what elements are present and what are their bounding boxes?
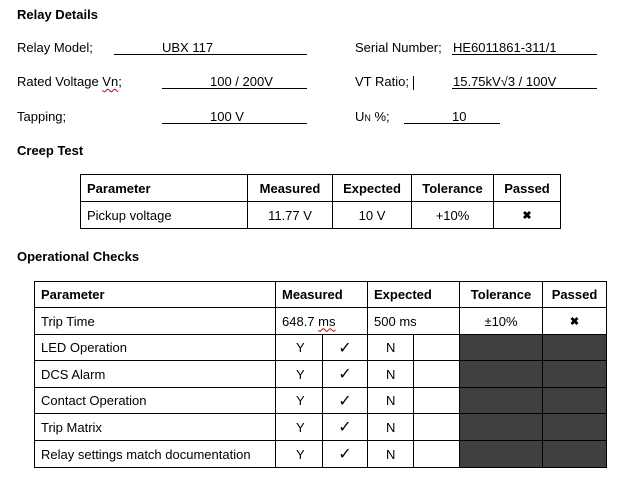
row-blank-cell bbox=[414, 388, 460, 414]
ops-header-tolerance: Tolerance bbox=[460, 282, 543, 308]
tapping-label: Tapping; bbox=[17, 109, 67, 124]
creep-measured-cell[interactable]: 11.77 V bbox=[248, 202, 333, 229]
rated-voltage-label bbox=[17, 74, 122, 89]
checkmark-icon[interactable]: ✓ bbox=[323, 335, 368, 361]
row-parameter: DCS Alarm bbox=[35, 361, 276, 388]
row-passed-shaded bbox=[543, 388, 607, 414]
row-tolerance-shaded bbox=[460, 414, 543, 441]
operational-checks-heading: Operational Checks bbox=[17, 249, 140, 264]
row-blank-cell bbox=[414, 361, 460, 388]
creep-header-parameter: Parameter bbox=[81, 175, 248, 202]
row-parameter: LED Operation bbox=[35, 335, 276, 361]
row-blank-cell bbox=[414, 414, 460, 441]
un-value[interactable]: 10 bbox=[452, 109, 467, 124]
relay-model-label: Relay Model; bbox=[17, 40, 93, 55]
trip-time-expected: 500 ms bbox=[368, 308, 460, 335]
trip-time-measured[interactable] bbox=[276, 308, 368, 335]
row-parameter: Contact Operation bbox=[35, 388, 276, 414]
creep-header-tolerance: Tolerance bbox=[412, 175, 494, 202]
table-row bbox=[35, 414, 607, 441]
rated-voltage-label-suffix: ; bbox=[118, 74, 122, 89]
row-parameter: Relay settings match documentation bbox=[35, 441, 276, 468]
row-measured[interactable]: Y bbox=[276, 441, 323, 468]
table-row bbox=[35, 335, 607, 361]
ops-header-expected: Expected bbox=[368, 282, 460, 308]
row-parameter: Trip Matrix bbox=[35, 414, 276, 441]
creep-header-measured: Measured bbox=[248, 175, 333, 202]
row-expected[interactable]: N bbox=[368, 388, 414, 414]
creep-header-expected: Expected bbox=[333, 175, 412, 202]
trip-time-passed-cross-icon[interactable]: ✖ bbox=[543, 308, 607, 335]
serial-number-label: Serial Number; bbox=[355, 40, 442, 55]
creep-test-table bbox=[80, 174, 561, 229]
row-expected[interactable]: N bbox=[368, 361, 414, 388]
row-passed-shaded bbox=[543, 361, 607, 388]
creep-header-passed: Passed bbox=[494, 175, 561, 202]
row-tolerance-shaded bbox=[460, 388, 543, 414]
serial-number-value[interactable]: HE6011861-311/1 bbox=[453, 40, 557, 55]
row-passed-shaded bbox=[543, 335, 607, 361]
row-tolerance-shaded bbox=[460, 441, 543, 468]
operational-checks-table bbox=[34, 281, 607, 468]
un-label-suffix: %; bbox=[370, 109, 390, 124]
ops-header-parameter: Parameter bbox=[35, 282, 276, 308]
ops-header-measured: Measured bbox=[276, 282, 368, 308]
trip-time-measured-value: 648.7 bbox=[282, 313, 319, 329]
vt-ratio-value[interactable]: 15.75kV√3 / 100V bbox=[453, 74, 557, 89]
creep-parameter-cell: Pickup voltage bbox=[81, 202, 248, 229]
row-expected[interactable]: N bbox=[368, 441, 414, 468]
row-expected[interactable]: N bbox=[368, 414, 414, 441]
creep-passed-cross-icon[interactable]: ✖ bbox=[494, 202, 561, 229]
row-measured[interactable]: Y bbox=[276, 388, 323, 414]
text-cursor bbox=[413, 76, 414, 90]
relay-details-heading: Relay Details bbox=[17, 7, 98, 22]
row-tolerance-shaded bbox=[460, 361, 543, 388]
checkmark-icon[interactable]: ✓ bbox=[323, 414, 368, 441]
creep-expected-cell: 10 V bbox=[333, 202, 412, 229]
trip-time-parameter: Trip Time bbox=[35, 308, 276, 335]
un-label bbox=[355, 109, 390, 124]
creep-tolerance-cell: +10% bbox=[412, 202, 494, 229]
checkmark-icon[interactable]: ✓ bbox=[323, 388, 368, 414]
relay-model-value[interactable]: UBX 117 bbox=[162, 40, 214, 55]
row-measured[interactable]: Y bbox=[276, 414, 323, 441]
row-tolerance-shaded bbox=[460, 335, 543, 361]
checkmark-icon[interactable]: ✓ bbox=[323, 361, 368, 388]
table-row bbox=[35, 441, 607, 468]
row-blank-cell bbox=[414, 335, 460, 361]
un-label-u: U bbox=[355, 109, 365, 124]
row-blank-cell bbox=[414, 441, 460, 468]
trip-time-tolerance: ±10% bbox=[460, 308, 543, 335]
tapping-value[interactable]: 100 V bbox=[210, 109, 244, 124]
table-row bbox=[35, 388, 607, 414]
vt-ratio-label-text: VT Ratio; bbox=[355, 74, 409, 89]
row-passed-shaded bbox=[543, 441, 607, 468]
un-label-n: N bbox=[364, 113, 371, 123]
trip-time-measured-unit: ms bbox=[318, 313, 336, 329]
checkmark-icon[interactable]: ✓ bbox=[323, 441, 368, 468]
row-expected[interactable]: N bbox=[368, 335, 414, 361]
rated-voltage-value[interactable]: 100 / 200V bbox=[210, 74, 273, 89]
row-passed-shaded bbox=[543, 414, 607, 441]
creep-test-heading: Creep Test bbox=[17, 143, 84, 158]
rated-voltage-label-vn: Vn bbox=[102, 74, 119, 89]
vt-ratio-label bbox=[355, 74, 414, 90]
row-measured[interactable]: Y bbox=[276, 361, 323, 388]
row-measured[interactable]: Y bbox=[276, 335, 323, 361]
table-row bbox=[35, 361, 607, 388]
ops-header-passed: Passed bbox=[543, 282, 607, 308]
rated-voltage-label-prefix: Rated Voltage bbox=[17, 74, 103, 89]
